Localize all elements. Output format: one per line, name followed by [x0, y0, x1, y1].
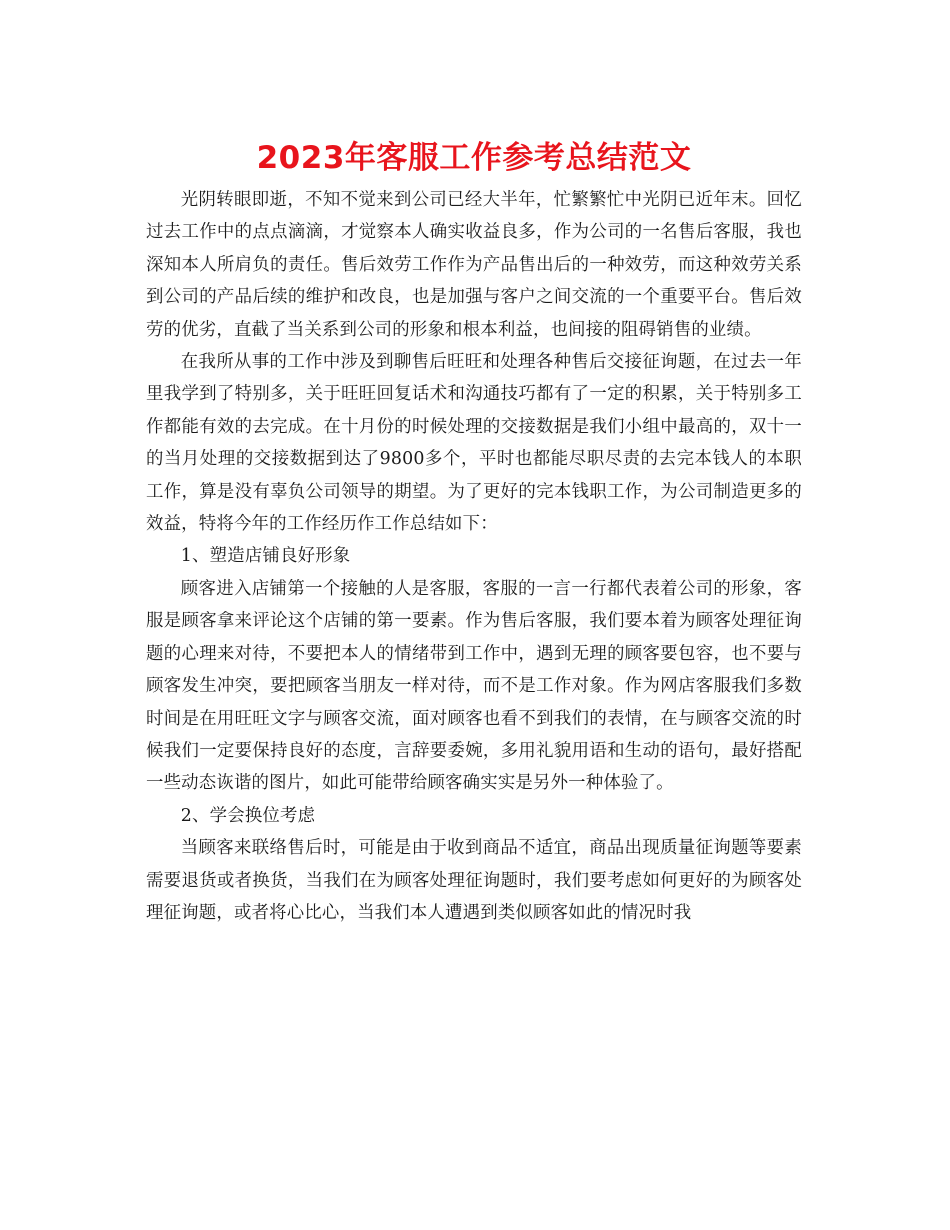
paragraph-intro: 光阴转眼即逝，不知不觉来到公司已经大半年，忙繁繁忙中光阴已近年末。回忆过去工作中的点点滴滴，才觉察本人确实收益良多，作为公司的一名售后客服，我也深知本人所肩负的责任。售后效劳工作作为产品售出后的一种效劳，而这种效劳关系到公司的产品后续的维护和改良，也是加强与客户之间交流的一个重要平台。售后效劳的优劣，直截了当关系到公司的形象和根本利益，也间接的阻碍销售的业绩。: [146, 190, 802, 340]
paragraph-work-summary: 在我所从事的工作中涉及到聊售后旺旺和处理各种售后交接征询题，在过去一年里我学到了特别多，关于旺旺回复话术和沟通技巧都有了一定的积累，关于特别多工作都能有效的去完成。在十月份的时候处理的交接数据是我们小组中最高的，双十一的当月处理的交接数据到达了9800多个，平时也都能尽职尽责的去完本钱人的本职工作，算是没有辜负公司领导的期望。为了更好的完本钱职工作，为公司制造更多的效益，特将今年的工作经历作工作总结如下：: [146, 352, 802, 535]
section-heading-1: 1、塑造店铺良好形象: [180, 546, 351, 567]
document-page: [146, 138, 802, 929]
paragraph-store-image: 顾客进入店铺第一个接触的人是客服，客服的一言一行都代表着公司的形象，客服是顾客拿来评论这个店铺的第一要素。作为售后客服，我们要本着为顾客处理征询题的心理来对待，不要把本人的情绪带到工作中，遇到无理的顾客要包容，也不要与顾客发生冲突，要把顾客当朋友一样对待，而不是工作对象。作为网店客服我们多数时间是在用旺旺文字与顾客交流，面对顾客也看不到我们的表情，在与顾客交流的时候我们一定要保持良好的态度，言辞要委婉，多用礼貌用语和生动的语句，最好搭配一些动态诙谐的图片，如此可能带给顾客确实实是另外一种体验了。: [146, 578, 802, 794]
document-title: 2023年客服工作参考总结范文: [256, 140, 692, 176]
paragraph-empathy: 当顾客来联络售后时，可能是由于收到商品不适宜，商品出现质量征询题等要素需要退货或者换货，当我们在为顾客处理征询题时，我们要考虑如何更好的为顾客处理征询题，或者将心比心，当我们本人遭遇到类似顾客如此的情况时我: [146, 838, 802, 923]
section-heading-2: 2、学会换位考虑: [180, 805, 316, 826]
